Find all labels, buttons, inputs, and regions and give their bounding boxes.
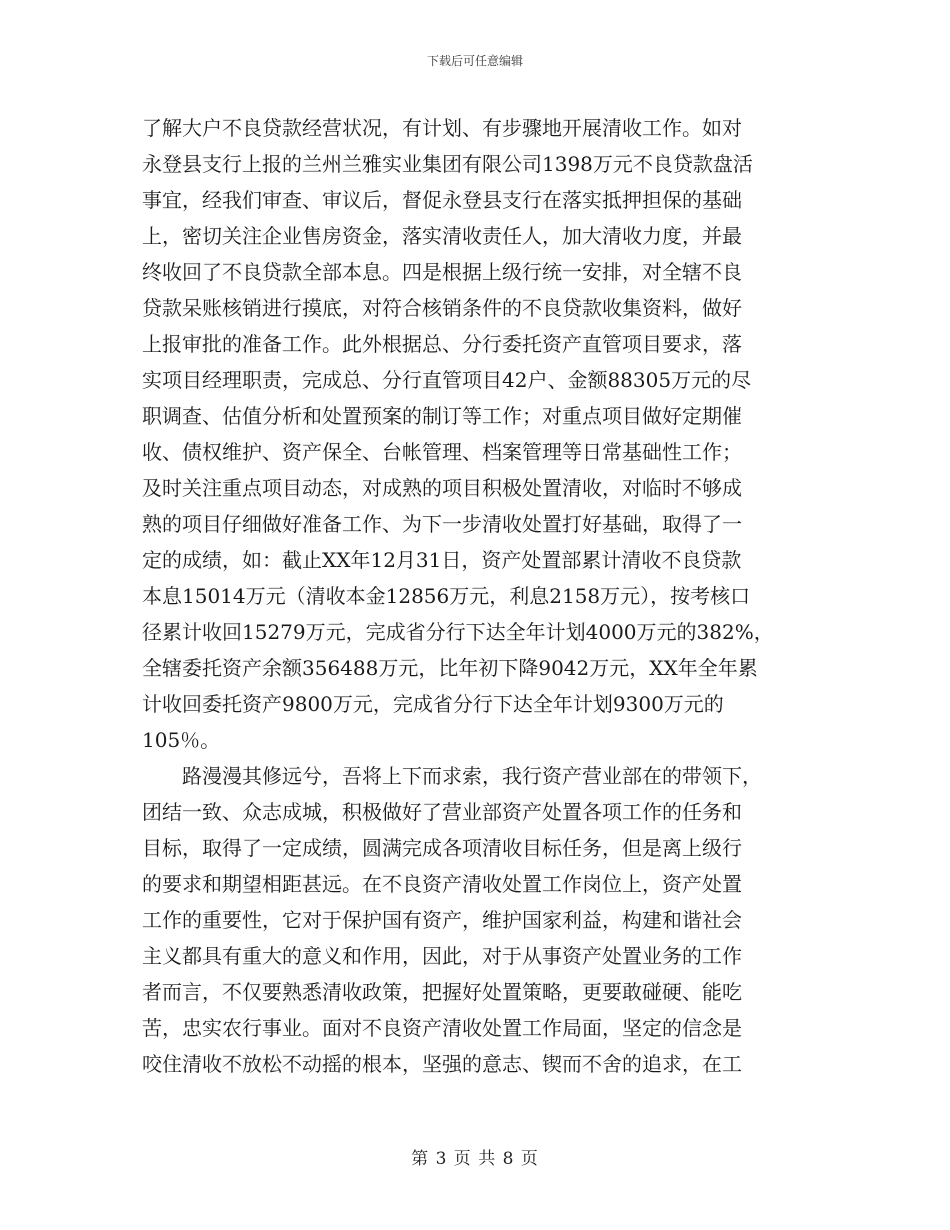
paragraph-line: 熟的项目仔细做好准备工作、为下一步清收处置打好基础，取得了一: [142, 512, 742, 536]
paragraph-line: 团结一致、众志成城，积极做好了营业部资产处置各项工作的任务和: [142, 800, 742, 824]
paragraph-line: 105％。: [142, 728, 221, 752]
paragraph-line: 本息15014万元（清收本金12856万元，利息2158万元），按考核口: [142, 584, 751, 608]
paragraph-line: 及时关注重点项目动态，对成熟的项目积极处置清收，对临时不够成: [142, 476, 742, 500]
page-number-footer: 第 3 页 共 8 页: [411, 1149, 539, 1169]
paragraph-line: 者而言，不仅要熟悉清收政策，把握好处置策略，更要敢碰硬、能吃: [142, 980, 742, 1004]
paragraph-line: 咬住清收不放松不动摇的根本，坚强的意志、锲而不舍的追求，在工: [142, 1052, 742, 1076]
paragraph-line: 计收回委托资产9800万元，完成省分行下达全年计划9300万元的: [142, 692, 724, 716]
paragraph-line: 上报审批的准备工作。此外根据总、分行委托资产直管项目要求，落: [142, 332, 742, 356]
paragraph-line: 全辖委托资产余额356488万元，比年初下降9042万元，XX年全年累: [142, 656, 758, 680]
paragraph-line: 路漫漫其修远兮，吾将上下而求索，我行资产营业部在的带领下，: [142, 764, 762, 788]
paragraph-line: 永登县支行上报的兰州兰雅实业集团有限公司1398万元不良贷款盘活: [142, 152, 753, 176]
paragraph-line: 的要求和期望相距甚远。在不良资产清收处置工作岗位上，资产处置: [142, 872, 742, 896]
paragraph-line: 径累计收回15279万元，完成省分行下达全年计划4000万元的382%，: [142, 620, 774, 644]
paragraph-line: 事宜，经我们审查、审议后，督促永登县支行在落实抵押担保的基础: [142, 188, 742, 212]
paragraph-line: 收、债权维护、资产保全、台帐管理、档案管理等日常基础性工作；: [142, 440, 742, 464]
paragraph-line: 主义都具有重大的意义和作用，因此，对于从事资产处置业务的工作: [142, 944, 742, 968]
page-header: 下载后可任意编辑: [426, 54, 523, 68]
paragraph-line: 贷款呆账核销进行摸底，对符合核销条件的不良贷款收集资料，做好: [142, 296, 742, 320]
paragraph-line: 实项目经理职责，完成总、分行直管项目42户、金额88305万元的尽: [142, 368, 752, 392]
paragraph-line: 工作的重要性，它对于保护国有资产，维护国家利益，构建和谐社会: [142, 908, 742, 932]
paragraph-line: 了解大户不良贷款经营状况，有计划、有步骤地开展清收工作。如对: [142, 116, 742, 140]
paragraph-line: 定的成绩，如：截止XX年12月31日，资产处置部累计清收不良贷款: [142, 548, 742, 572]
paragraph-line: 苦，忠实农行事业。面对不良资产清收处置工作局面，坚定的信念是: [142, 1016, 742, 1040]
paragraph-line: 目标，取得了一定成绩，圆满完成各项清收目标任务，但是离上级行: [142, 836, 742, 860]
paragraph-line: 上，密切关注企业售房资金，落实清收责任人，加大清收力度，并最: [142, 224, 742, 248]
paragraph-line: 职调查、估值分析和处置预案的制订等工作；对重点项目做好定期催: [142, 404, 742, 428]
document-body: [142, 110, 806, 1082]
paragraph-line: 终收回了不良贷款全部本息。四是根据上级行统一安排，对全辖不良: [142, 260, 742, 284]
